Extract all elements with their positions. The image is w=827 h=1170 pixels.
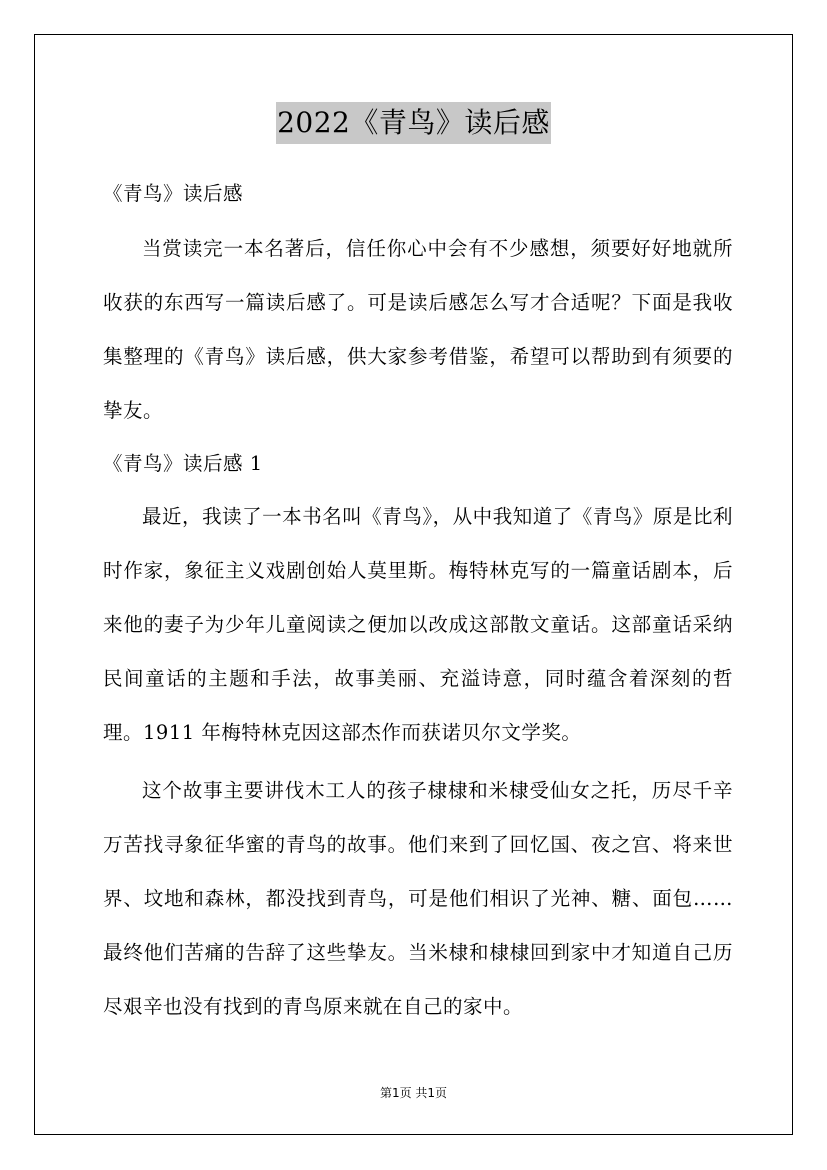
section-subheading-1: 《青鸟》读后感 1 bbox=[103, 452, 263, 475]
document-body bbox=[103, 176, 733, 1034]
intro-subheading: 《青鸟》读后感 bbox=[103, 182, 244, 205]
body-paragraph-2: 这个故事主要讲伐木工人的孩子棣棣和米棣受仙女之托，历尽千辛万苦找寻象征华蜜的青鸟的故事。他们来到了回忆国、夜之宫、将来世界、坟地和森林，都没找到青鸟，可是他们相识了光神、糖、面包……最终他们苦痛的告辞了这些挚友。当米棣和棣棣回到家中才知道自己历尽艰辛也没有找到的青鸟原来就在自己的家中。 bbox=[103, 779, 733, 1018]
intro-paragraph: 当赏读完一本名著后，信任你心中会有不少感想，须要好好地就所收获的东西写一篇读后感了。可是读后感怎么写才合适呢？下面是我收集整理的《青鸟》读后感，供大家参考借鉴，希望可以帮助到有须要的挚友。 bbox=[103, 237, 733, 422]
page-footer bbox=[0, 1084, 827, 1101]
title-container bbox=[0, 102, 827, 144]
document-title: 2022《青鸟》读后感 bbox=[276, 102, 551, 144]
page-number-label: 第1页 共1页 bbox=[379, 1086, 448, 1100]
body-paragraph-1: 最近，我读了一本书名叫《青鸟》，从中我知道了《青鸟》原是比利时作家，象征主义戏剧创始人莫里斯。梅特林克写的一篇童话剧本，后来他的妻子为少年儿童阅读之便加以改成这部散文童话。这部童话采纳民间童话的主题和手法，故事美丽、充溢诗意，同时蕴含着深刻的哲理。1911 年梅特林克因这部杰作而获诺贝尔文学奖。 bbox=[103, 505, 733, 744]
